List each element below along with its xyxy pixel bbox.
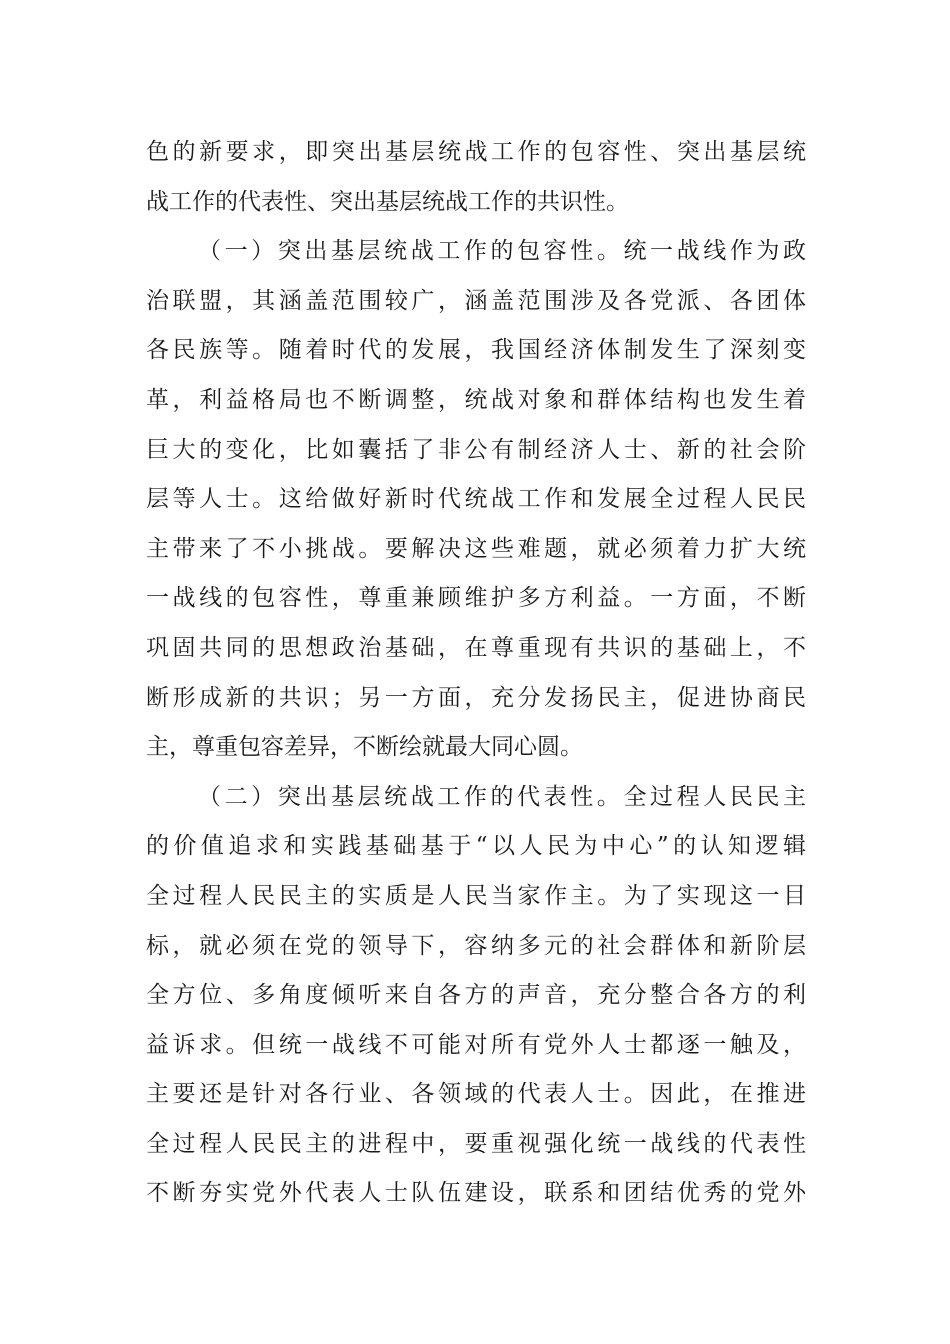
text-line: 益诉求。但统一战线不可能对所有党外人士都逐一触及， bbox=[146, 1031, 806, 1058]
text-line: 不断夯实党外代表人士队伍建设，联系和团结优秀的党外 bbox=[146, 1180, 806, 1207]
text-line: 各民族等。随着时代的发展，我国经济体制发生了深刻变 bbox=[146, 337, 806, 364]
section-heading-line: （一）突出基层统战工作的包容性。统一战线作为政 bbox=[198, 238, 806, 265]
text-line: 主要还是针对各行业、各领域的代表人士。因此，在推进 bbox=[146, 1081, 806, 1108]
text-line: 巨大的变化，比如囊括了非公有制经济人士、新的社会阶 bbox=[146, 436, 806, 463]
text-line: 全方位、多角度倾听来自各方的声音，充分整合各方的利 bbox=[146, 982, 806, 1009]
text-line: 标，就必须在党的领导下，容纳多元的社会群体和新阶层 bbox=[146, 932, 806, 959]
text-line: 色的新要求，即突出基层统战工作的包容性、突出基层统 bbox=[146, 139, 806, 165]
text-line: 主，尊重包容差异，不断绘就最大同心圆。 bbox=[146, 734, 583, 761]
body-text bbox=[146, 128, 806, 1219]
section-heading-line: （二）突出基层统战工作的代表性。全过程人民民主 bbox=[198, 783, 806, 810]
text-line: 全过程人民民主的进程中，要重视强化统一战线的代表性 bbox=[146, 1130, 806, 1157]
text-line: 断形成新的共识；另一方面，充分发扬民主，促进协商民 bbox=[146, 684, 806, 711]
text-line: 革，利益格局也不断调整，统战对象和群体结构也发生着 bbox=[146, 386, 806, 413]
text-line: 巩固共同的思想政治基础，在尊重现有共识的基础上，不 bbox=[146, 634, 806, 661]
text-line: 全过程人民民主的实质是人民当家作主。为了实现这一目 bbox=[146, 882, 806, 909]
text-line: 一战线的包容性，尊重兼顾维护多方利益。一方面，不断 bbox=[146, 585, 806, 612]
text-line: 主带来了不小挑战。要解决这些难题，就必须着力扩大统 bbox=[146, 535, 806, 562]
text-line: 层等人士。这给做好新时代统战工作和发展全过程人民民 bbox=[146, 486, 806, 513]
text-line: 战工作的代表性、突出基层统战工作的共识性。 bbox=[146, 188, 629, 215]
text-line: 治联盟，其涵盖范围较广，涵盖范围涉及各党派、各团体 bbox=[146, 287, 806, 314]
text-line: 的价值追求和实践基础基于“以人民为中心”的认知逻辑 bbox=[146, 833, 806, 860]
